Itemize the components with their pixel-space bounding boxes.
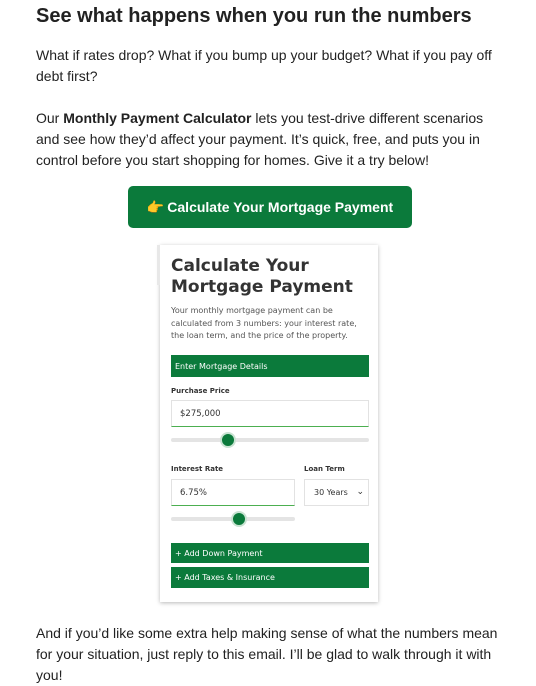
closing-paragraph: And if you’d like some extra help making sense of what the numbers mean for your situation, just reply to this email. I’ll be glad to walk through it with you! — [36, 625, 498, 683]
pointing-hand-icon: 👉 — [146, 198, 165, 215]
calculator-title: Calculate Your Mortgage Payment — [171, 256, 353, 297]
purchase-price-input[interactable] — [171, 400, 369, 427]
loan-term-value: 30 Years — [314, 488, 348, 497]
section-header-label: Enter Mortgage Details — [175, 361, 268, 371]
cta-label: Calculate Your Mortgage Payment — [167, 199, 394, 215]
add-taxes-label: + Add Taxes & Insurance — [175, 573, 275, 582]
interest-rate-label: Interest Rate — [171, 465, 224, 473]
page-title: See what happens when you run the numbers — [36, 5, 472, 27]
purchase-price-slider[interactable] — [171, 438, 369, 442]
body-paragraph — [36, 108, 506, 171]
loan-term-select[interactable] — [304, 479, 369, 506]
calculate-payment-button[interactable] — [128, 186, 412, 228]
interest-rate-slider-thumb[interactable] — [231, 511, 247, 527]
section-header — [171, 355, 369, 377]
add-down-payment-label: + Add Down Payment — [175, 548, 263, 558]
interest-rate-value: 6.75% — [180, 487, 208, 498]
add-taxes-insurance-button[interactable] — [171, 567, 369, 588]
calculator-card — [160, 245, 378, 602]
add-down-payment-button[interactable] — [171, 543, 369, 563]
purchase-price-value: $275,000 — [180, 408, 221, 419]
intro-paragraph: What if rates drop? What if you bump up your budget? What if you pay off debt first? — [36, 47, 492, 84]
body-rest: lets you test-drive different scenarios and see how they’d affect your payment. It’s quick, free, and puts you in control before you start shopping for homes. Give it a try below! — [36, 110, 484, 168]
body-prefix: Our — [36, 110, 64, 126]
interest-rate-input[interactable] — [171, 479, 295, 506]
calculator-description: Your monthly mortgage payment can be calculated from 3 numbers: your interest rate, the loan term, and the price of the property. — [171, 306, 357, 340]
purchase-price-label: Purchase Price — [171, 387, 230, 395]
chevron-down-icon: ⌄ — [356, 487, 364, 497]
loan-term-label: Loan Term — [304, 465, 345, 473]
calculator-name: Monthly Payment Calculator — [63, 110, 252, 126]
purchase-price-slider-thumb[interactable] — [220, 432, 236, 448]
card-edge — [157, 245, 160, 285]
